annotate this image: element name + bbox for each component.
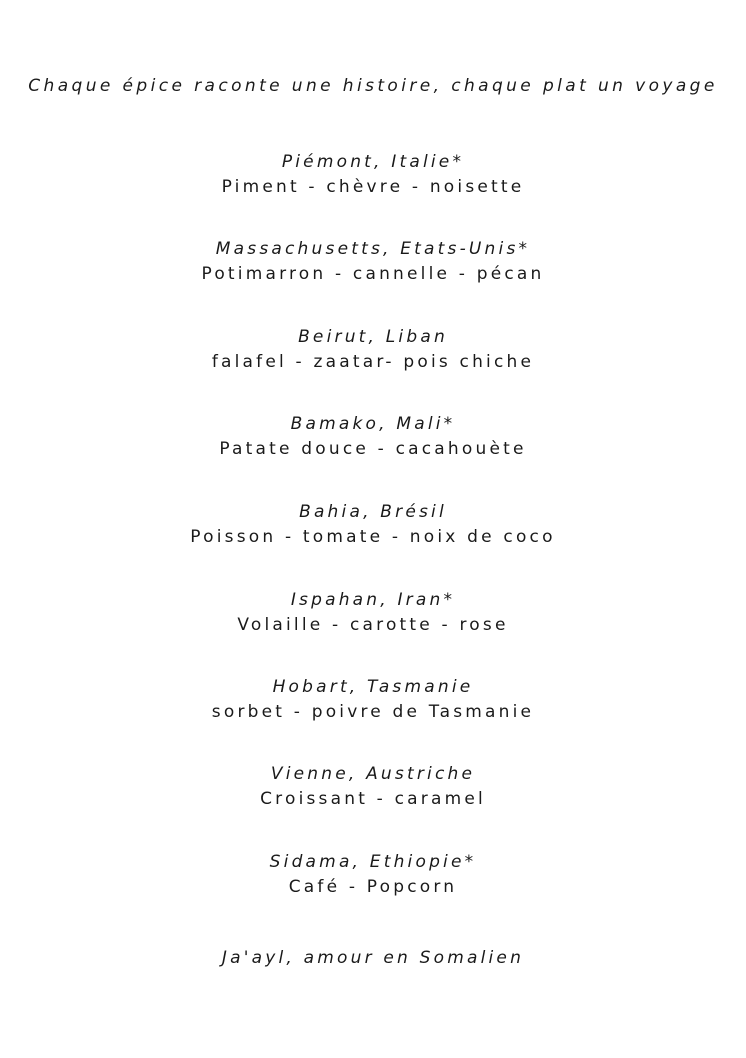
course-origin: Bahia, Brésil bbox=[299, 502, 447, 522]
course-item bbox=[0, 675, 746, 725]
course-ingredients: Piment - chèvre - noisette bbox=[221, 177, 525, 197]
course-origin: Bamako, Mali* bbox=[290, 414, 456, 434]
course-ingredients: Patate douce - cacahouète bbox=[219, 439, 527, 459]
course-origin: Vienne, Austriche bbox=[270, 764, 476, 784]
course-origin: Beirut, Liban bbox=[298, 327, 448, 347]
course-ingredients: Volaille - carotte - rose bbox=[237, 615, 509, 635]
course-ingredients: Croissant - caramel bbox=[260, 789, 486, 809]
course-ingredients: Poisson - tomate - noix de coco bbox=[190, 527, 556, 547]
course-ingredients: sorbet - poivre de Tasmanie bbox=[211, 702, 535, 722]
menu-tagline: Chaque épice raconte une histoire, chaque plat un voyage bbox=[28, 76, 718, 96]
course-ingredients: Café - Popcorn bbox=[288, 877, 458, 897]
course-origin: Piémont, Italie* bbox=[281, 152, 465, 172]
course-item bbox=[0, 850, 746, 900]
course-item bbox=[0, 150, 746, 200]
course-ingredients: falafel - zaatar- pois chiche bbox=[211, 352, 535, 372]
course-origin: Sidama, Ethiopie* bbox=[269, 852, 477, 872]
course-item bbox=[0, 412, 746, 462]
course-item bbox=[0, 500, 746, 550]
menu-signature: Ja'ayl, amour en Somalien bbox=[221, 948, 525, 968]
course-origin: Hobart, Tasmanie bbox=[272, 677, 474, 697]
course-item bbox=[0, 325, 746, 375]
course-ingredients: Potimarron - cannelle - pécan bbox=[201, 264, 545, 284]
course-item bbox=[0, 588, 746, 638]
course-item bbox=[0, 762, 746, 812]
course-origin: Ispahan, Iran* bbox=[290, 590, 456, 610]
course-origin: Massachusetts, Etats-Unis* bbox=[215, 239, 531, 259]
course-item bbox=[0, 237, 746, 287]
